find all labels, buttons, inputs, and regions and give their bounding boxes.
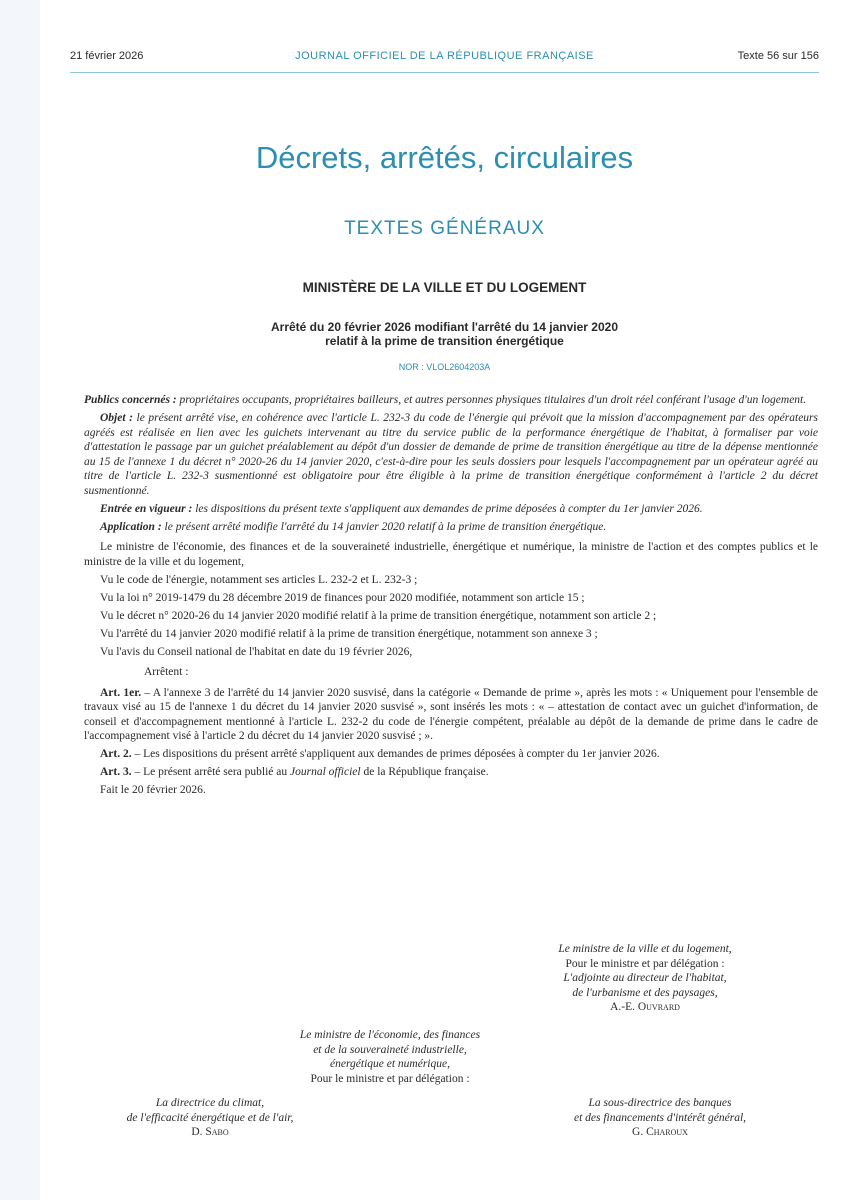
header-text-number: Texte 56 sur 156 (737, 50, 819, 62)
sig-logement-l3: L'adjointe au directeur de l'habitat, (563, 972, 727, 984)
subsection-title: TEXTES GÉNÉRAUX (344, 218, 545, 239)
sig-economie-l1: Le ministre de l'économie, des finances (299, 1029, 481, 1041)
arrete-title-line1: Arrêté du 20 février 2026 modifiant l'arrêté du 14 janvier 2020 (270, 320, 618, 334)
application-label: Application : (100, 520, 162, 533)
sig-logement-l2: Pour le ministre et par délégation : (565, 957, 725, 970)
sig-logement-l4: de l'urbanisme et des paysages, (572, 986, 718, 999)
notice-application (84, 520, 818, 535)
nor-reference: NOR : VLOL2604203A (398, 362, 491, 372)
sig-logement-name: A.-E. Ouvrard (610, 1001, 680, 1013)
page-header (70, 50, 819, 68)
article-2-label: Art. 2. (100, 748, 132, 760)
sig-climat-l1: La directrice du climat, (155, 1097, 265, 1109)
signature-climat (60, 1096, 360, 1140)
header-date: 21 février 2026 (70, 50, 144, 62)
arretent: Arrêtent : (144, 666, 189, 678)
arrete-title-line2: relatif à la prime de transition énergétique (325, 334, 564, 348)
arrete-title (40, 320, 849, 348)
sig-economie-l2: et de la souveraineté industrielle, (313, 1043, 467, 1056)
objet-text: le présent arrêté vise, en cohérence avec l'article L. 232-3 du code de l'énergie qui prévoit que la mission d'accompagnement par des opérateurs agréés est réalisée en lien avec les guichets intervenant au titre du service public de la performance énergétique de l'habitat, à formaliser par voie d'attestation le passage par un guichet préalablement au dépôt d'un dossier de demande de prime de transition énergétique au titre de la dépense mentionnée au 15 de l'annexe 1 du décret n° 2020-26 du 14 janvier 2020, c'est-à-dire pour les seuls dossiers pour lesquels l'accompagnement par un opérateur agréé au titre de l'article L. 232-3 susmentionné est obligatoire pour être éligible à la prime de transition énergétique conformément à l'article 2 du décret susmentionné. (84, 412, 818, 497)
fait-le: Fait le 20 février 2026. (100, 784, 206, 796)
section-title: Décrets, arrêtés, circulaires (255, 140, 634, 175)
objet-label: Objet : (100, 412, 133, 424)
notice-entree (84, 502, 818, 517)
sig-economie-l3: énergétique et numérique, (330, 1058, 450, 1070)
header-divider (70, 72, 819, 73)
sig-banques-l1: La sous-directrice des banques (588, 1097, 732, 1109)
visa-loi-finances: Vu la loi n° 2019-1479 du 28 décembre 2019 de finances pour 2020 modifiée, notamment son article 15 ; (100, 591, 585, 604)
notice-objet (84, 411, 818, 498)
visa-code-energie: Vu le code de l'énergie, notamment ses articles L. 232-2 et L. 232-3 ; (100, 573, 418, 586)
sig-climat-l2: de l'efficacité énergétique et de l'air, (126, 1111, 294, 1124)
signature-economie (230, 1028, 550, 1086)
signature-banques (510, 1096, 810, 1140)
article-2 (84, 747, 818, 762)
notice-publics (84, 393, 818, 408)
ministry-heading: MINISTÈRE DE LA VILLE ET DU LOGEMENT (302, 280, 587, 295)
sig-logement-l1: Le ministre de la ville et du logement, (558, 943, 732, 955)
document-body (84, 393, 818, 801)
publics-label: Publics concernés : (84, 394, 177, 406)
sig-banques-l2: et des financements d'intérêt général, (573, 1111, 747, 1124)
article-3 (84, 765, 818, 780)
visa-decret: Vu le décret n° 2020-26 du 14 janvier 2020 modifié relatif à la prime de transition énergétique, notamment son article 2 ; (100, 609, 657, 622)
visa-avis: Vu l'avis du Conseil national de l'habitat en date du 19 février 2026, (100, 645, 413, 658)
article-2-text: – Les dispositions du présent arrêté s'appliquent aux demandes de primes déposées à compter du 1er janvier 2026. (131, 748, 660, 760)
publics-text: propriétaires occupants, propriétaires bailleurs, et autres personnes physiques titulaires d'un droit réel conférant l'usage d'un logement. (176, 394, 807, 406)
sig-climat-name: D. Sabo (191, 1126, 229, 1138)
sig-banques-name: G. Charoux (632, 1126, 688, 1138)
sig-economie-l4: Pour le ministre et par délégation : (310, 1072, 470, 1085)
article-3-pre: – Le présent arrêté sera publié au (131, 766, 290, 778)
document-page (40, 0, 849, 1200)
entree-text: les dispositions du présent texte s'appliquent aux demandes de prime déposées à compter du 1er janvier 2026. (192, 502, 703, 515)
signature-logement (480, 942, 810, 1015)
application-text: le présent arrêté modifie l'arrêté du 14 janvier 2020 relatif à la prime de transition énergétique. (161, 520, 607, 533)
article-3-journal: Journal officiel (290, 766, 361, 778)
preamble-ministers: Le ministre de l'économie, des finances et de la souveraineté industrielle, énergétique et numérique, la ministre de l'action et des comptes publics et le ministre de la ville et du logement, (84, 541, 818, 568)
entree-label: Entrée en vigueur : (100, 502, 193, 515)
visa-arrete: Vu l'arrêté du 14 janvier 2020 modifié relatif à la prime de transition énergétique, notamment son annexe 3 ; (100, 627, 598, 640)
article-3-label: Art. 3. (100, 766, 132, 778)
article-1-text: – A l'annexe 3 de l'arrêté du 14 janvier 2020 susvisé, dans la catégorie « Demande de prime », après les mots : « Uniquement pour l'ensemble de travaux visé au 15 de l'annexe 1 du décret du 14 janvier 2020 susvisé », sont insérés les mots : « – attestation de contact avec un guichet d'information, de conseil et d'accompagnement mentionné à l'article L. 232-2 du code de l'énergie compétent, préalable au dépôt de la demande de prime dans le cadre de l'accompagnement visé à l'article 2 du décret du 14 janvier 2020 susvisé ; ». (84, 686, 818, 742)
article-3-post: de la République française. (360, 766, 489, 778)
article-1 (84, 686, 818, 744)
article-1-label: Art. 1er. (100, 686, 142, 699)
header-journal-title: JOURNAL OFFICIEL DE LA RÉPUBLIQUE FRANÇAISE (295, 50, 594, 62)
